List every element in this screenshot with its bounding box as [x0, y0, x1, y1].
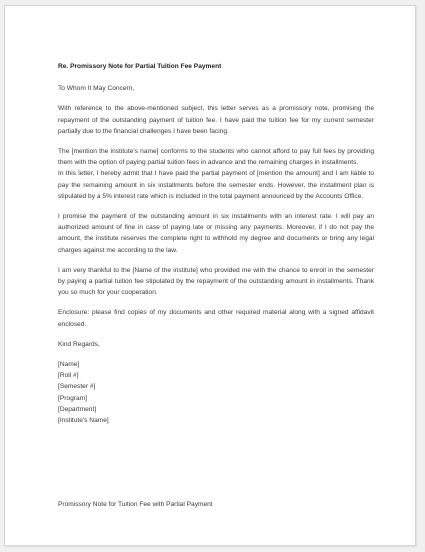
letter-closing: Kind Regards, [58, 340, 100, 348]
paragraph-institute-policy: The [mention the institute's name] conforms to the students who cannot afford to pay full fees by providing them with the option of paying partial tuition fees in advance and the remaining charges in installments. [58, 148, 374, 167]
letter-body [58, 61, 374, 426]
paragraph-enclosure: Enclosure: please find copies of my documents and other required material along with a signed affidavit enclosed. [58, 309, 374, 328]
signature-field-name: [Name] [58, 361, 80, 369]
paragraph-thanks: I am very thankful to the [Name of the institute] who provided me with the chance to enroll in the semester by paying a partial tuition fee stipulated by the repayment of the outstanding amount in installments. Thank you so much for your cooperation. [58, 266, 374, 297]
paragraph-promise: I promise the payment of the outstanding amount in six installments with an interest rate. I will pay an authorized amount of fine in case of paying late or missing any payments. Moreover, if I do not pay the amount, the institute reserves the complete right to withhold my degree and documents or bring any legal charges against me according to the law. [58, 213, 374, 254]
signature-field-roll: [Roll #] [58, 372, 79, 380]
signature-field-semester: [Semester #] [58, 383, 96, 391]
letter-subject: Re. Promissory Note for Partial Tuition Fee Payment [58, 63, 222, 70]
signature-field-institute: [Institute's Name] [58, 417, 109, 425]
signature-block [58, 359, 374, 426]
paragraph-admission: In this letter, I hereby admit that I have paid the partial payment of [mention the amount] and I am liable to pay the remaining amount in six installments before the semester ends. However, the installment plan is stipulated by a 5% interest rate which is included in the total payment announced by the Accounts Office. [58, 170, 374, 200]
signature-field-program: [Program] [58, 394, 87, 402]
letter-salutation: To Whom It May Concern, [58, 85, 135, 93]
document-page [4, 5, 416, 546]
page-footer-caption: Promissory Note for Tuition Fee with Partial Payment [58, 501, 213, 508]
signature-field-department: [Department] [58, 405, 97, 413]
paragraph-intro: With reference to the above-mentioned subject, this letter serves as a promissory note, promising the repayment of the outstanding payment of tuition fee. I have paid the tuition fee for my current semester partially due to the financial challenges I have been facing. [58, 105, 374, 135]
